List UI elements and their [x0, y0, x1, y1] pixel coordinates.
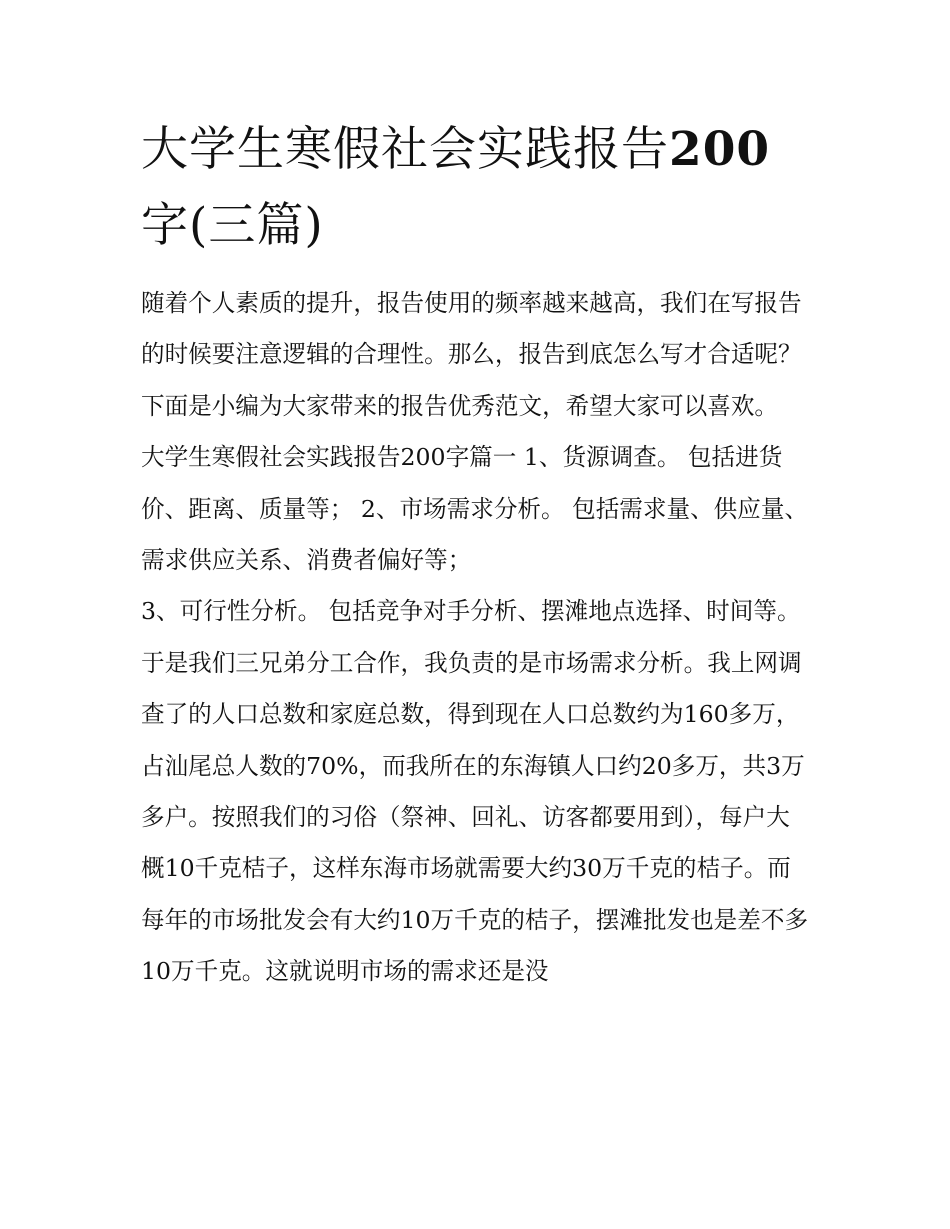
paragraph-intro: 随着个人素质的提升，报告使用的频率越来越高，我们在写报告的时候要注意逻辑的合理性。那么，报告到底怎么写才合适呢？下面是小编为大家带来的报告优秀范文，希望大家可以喜欢。: [141, 289, 802, 420]
document-body: [141, 112, 813, 998]
paragraph-part-one: 大学生寒假社会实践报告200字篇一 1、货源调查。 包括进货价、距离、质量等； 2、市场需求分析。 包括需求量、供应量、需求供应关系、消费者偏好等；: [141, 443, 809, 575]
paragraph-feasibility: 3、可行性分析。 包括竞争对手分析、摆滩地点选择、时间等。: [141, 597, 801, 626]
paragraph-market-analysis: 于是我们三兄弟分工合作，我负责的是市场需求分析。我上网调查了的人口总数和家庭总数，得到现在人口总数约为160多万，占汕尾总人数的70%，而我所在的东海镇人口约20多万，共3万多户。按照我们的习俗（祭神、回礼、访客都要用到），每户大概10千克桔子，这样东海市场就需要大约30万千克的桔子。而每年的市场批发会有大约10万千克的桔子，摆滩批发也是差不多10万千克。这就说明市场的需求还是没: [141, 648, 809, 986]
document-title: 大学生寒假社会实践报告200字(三篇): [141, 122, 771, 253]
